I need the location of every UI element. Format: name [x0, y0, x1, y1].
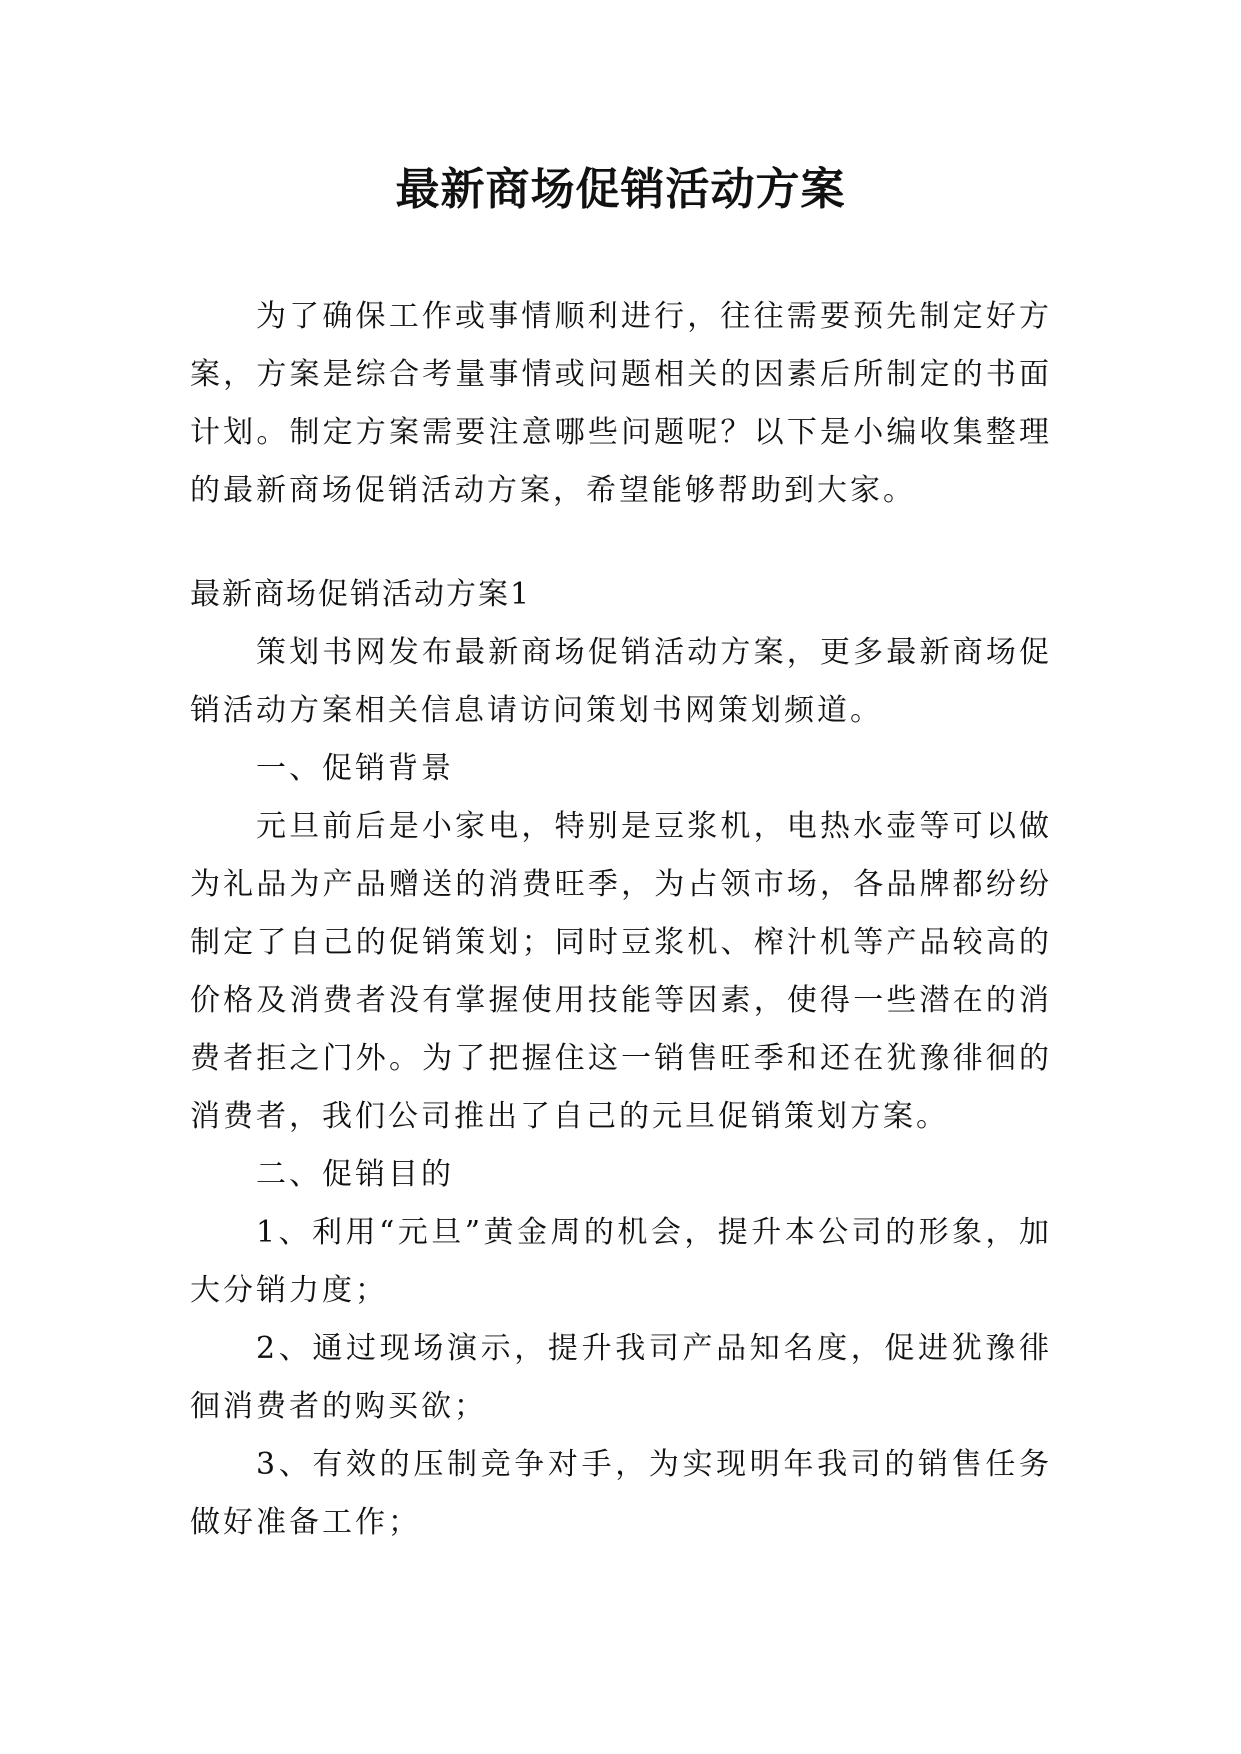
list-item: 1、利用“元旦”黄金周的机会，提升本公司的形象，加大分销力度；: [190, 1215, 1052, 1308]
body-paragraph: 元旦前后是小家电，特别是豆浆机，电热水壶等可以做为礼品为产品赠送的消费旺季，为占领市场，各品牌都纷纷制定了自己的促销策划；同时豆浆机、榨汁机等产品较高的价格及消费者没有掌握使用技能等因素，使得一些潜在的消费者拒之门外。为了把握住这一销售旺季和还在犹豫徘徊的消费者，我们公司推出了自己的元旦促销策划方案。: [190, 809, 1052, 1134]
subheading-promotion-purpose: 二、促销目的: [256, 1157, 454, 1192]
intro-paragraph: 为了确保工作或事情顺利进行，往往需要预先制定好方案，方案是综合考量事情或问题相关的因素后所制定的书面计划。制定方案需要注意哪些问题呢？以下是小编收集整理的最新商场促销活动方案，希望能够帮助到大家。: [190, 299, 1052, 508]
document-title: 最新商场促销活动方案: [395, 164, 846, 215]
document-body: [190, 288, 1052, 1552]
body-paragraph: 策划书网发布最新商场促销活动方案，更多最新商场促销活动方案相关信息请访问策划书网策划频道。: [190, 635, 1052, 728]
section-title: 最新商场促销活动方案1: [190, 577, 532, 612]
subheading-promotion-background: 一、促销背景: [256, 751, 454, 786]
list-item: 3、有效的压制竞争对手，为实现明年我司的销售任务做好准备工作；: [190, 1447, 1052, 1540]
list-item: 2、通过现场演示，提升我司产品知名度，促进犹豫徘徊消费者的购买欲；: [190, 1331, 1052, 1424]
